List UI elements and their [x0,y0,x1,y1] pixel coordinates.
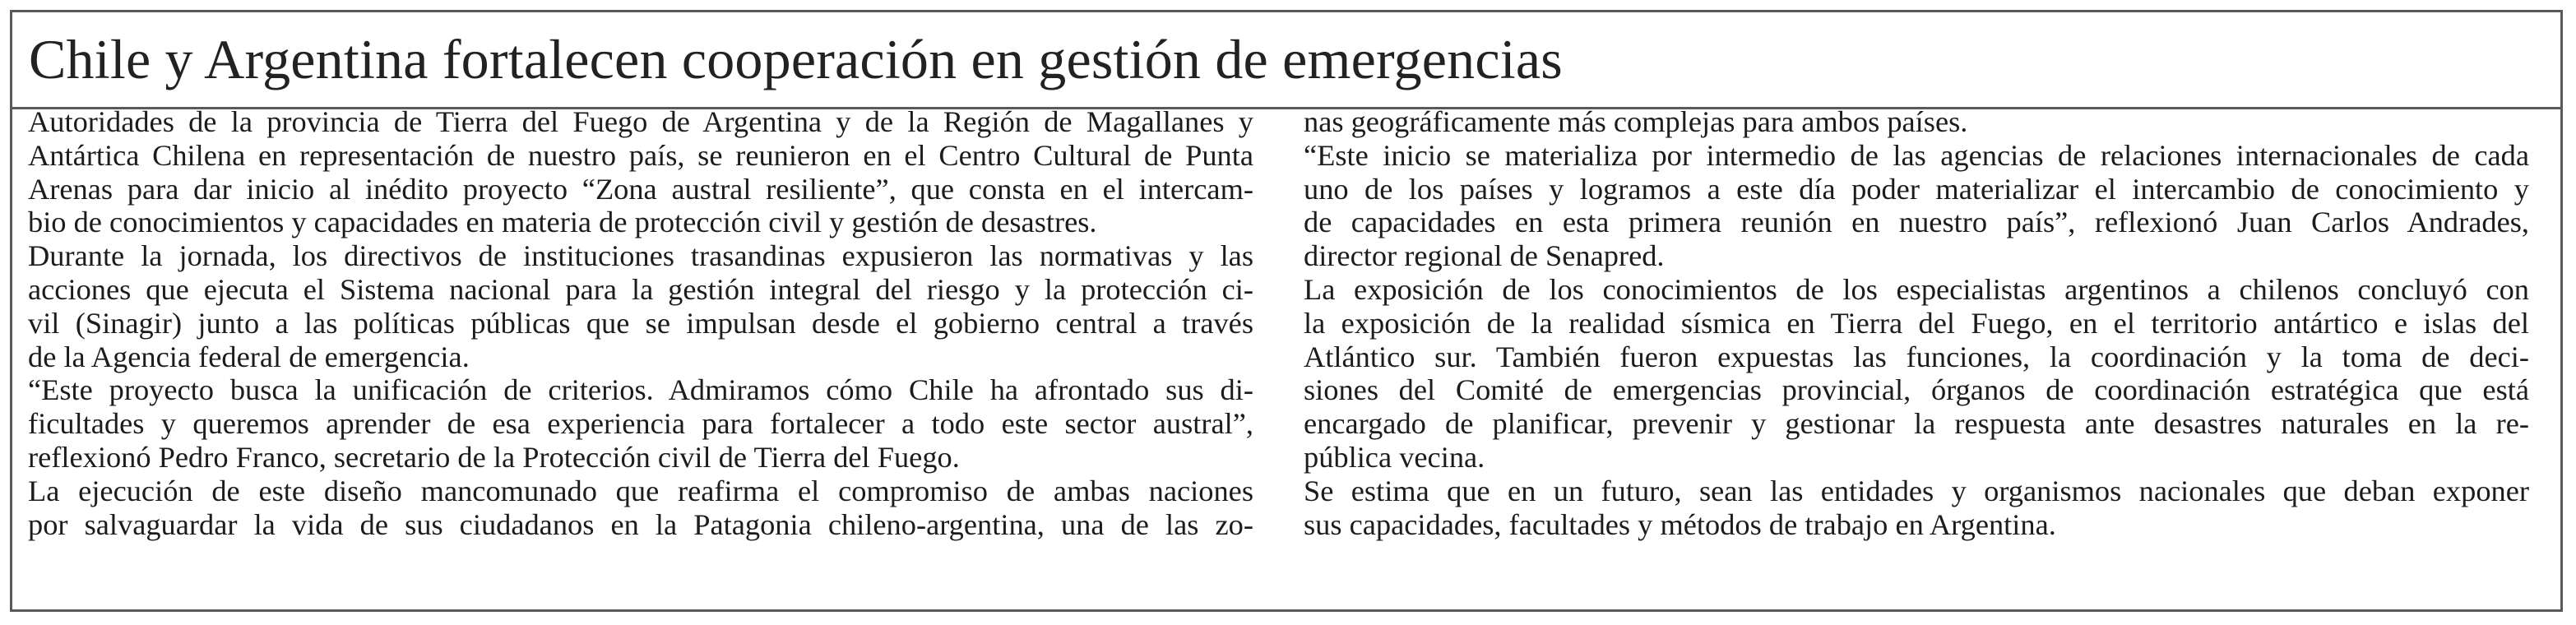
article-text-line: nas geográficamente más complejas para ambos países. [1304,105,1968,138]
article-text-line: de capacidades en esta primera reunión en nuestro país”, reflexionó Juan Carlos Andrades, [1304,206,2529,239]
article-text-line: de la Agencia federal de emergencia. [28,340,470,373]
article-text-line: uno de los países y logramos a este día poder materializar el intercambio de conocimiento y [1304,172,2529,206]
article-text-line: “Este inicio se materializa por intermedio de las agencias de relaciones internacionales de cada [1304,138,2529,172]
article-text-line: Autoridades de la provincia de Tierra del Fuego de Argentina y de la Región de Magallanes y [28,105,1253,138]
article-headline: Chile y Argentina fortalecen cooperación en gestión de emergencias [29,28,1563,90]
article-text-line: la exposición de la realidad sísmica en Tierra del Fuego, en el territorio antártico e islas del [1304,306,2529,340]
article-text-line: pública vecina. [1304,440,1485,474]
article-text-line: acciones que ejecuta el Sistema nacional para la gestión integral del riesgo y la protección ci- [28,272,1253,306]
article-text-line: reflexionó Pedro Franco, secretario de la Protección civil de Tierra del Fuego. [28,440,960,474]
article-text-line: Antártica Chilena en representación de nuestro país, se reunieron en el Centro Cultural de Punta [28,138,1253,172]
article-text-line: La exposición de los conocimientos de los especialistas argentinos a chilenos concluyó con [1304,272,2529,306]
article-text-line: “Este proyecto busca la unificación de criterios. Admiramos cómo Chile ha afrontado sus di- [28,373,1253,407]
article-column-left [28,105,1253,541]
article-text-line: bio de conocimientos y capacidades en materia de protección civil y gestión de desastres. [28,206,1097,239]
article-text-line: siones del Comité de emergencias provincial, órganos de coordinación estratégica que está [1304,373,2529,407]
article-text-line: sus capacidades, facultades y métodos de trabajo en Argentina. [1304,507,2056,541]
article-text-line: encargado de planificar, prevenir y gestionar la respuesta ante desastres naturales en la re- [1304,407,2529,441]
article-column-right [1304,105,2529,541]
article-text-line: Se estima que en un futuro, sean las entidades y organismos nacionales que deban exponer [1304,474,2529,507]
article-text-line: Durante la jornada, los directivos de instituciones trasandinas expusieron las normativas y las [28,239,1253,273]
article-text-line: director regional de Senapred. [1304,239,1665,273]
headline-bar [12,12,2560,109]
article-text-line: por salvaguardar la vida de sus ciudadanos en la Patagonia chileno-argentina, una de las zo- [28,507,1253,541]
article-text-line: La ejecución de este diseño mancomunado que reafirma el compromiso de ambas naciones [28,474,1253,507]
article-text-line: Atlántico sur. También fueron expuestas las funciones, la coordinación y la toma de deci- [1304,340,2529,373]
article-text-line: vil (Sinagir) junto a las políticas públicas que se impulsan desde el gobierno central a través [28,306,1253,340]
article-text-line: Arenas para dar inicio al inédito proyecto “Zona austral resiliente”, que consta en el intercam- [28,172,1253,206]
article-text-line: ficultades y queremos aprender de esa experiencia para fortalecer a todo este sector austral”, [28,407,1253,441]
